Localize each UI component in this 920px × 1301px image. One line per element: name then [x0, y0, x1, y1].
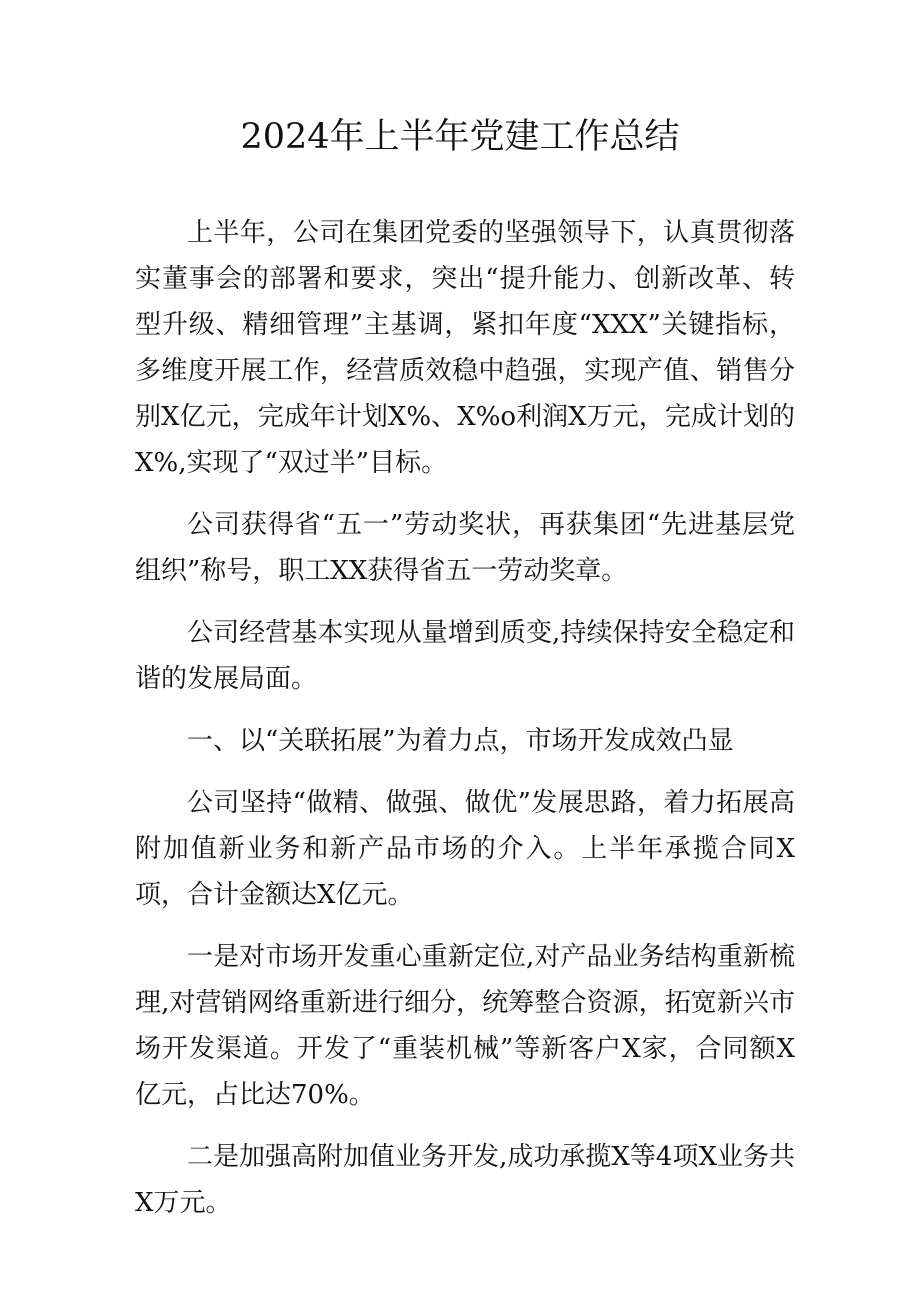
- paragraph-market-point-one: 一是对市场开发重心重新定位,对产品业务结构重新梳理,对营销网络重新进行细分，统筹整合资源，拓宽新兴市场开发渠道。开发了“重装机械”等新客户X家，合同额X亿元，占比达70%。: [135, 942, 795, 1110]
- paragraph-market-strategy: 公司坚持“做精、做强、做优”发展思路，着力拓展高附加值新业务和新产品市场的介入。上半年承揽合同X项，合计金额达X亿元。: [135, 788, 795, 910]
- document-title: 2024年上半年党建工作总结: [240, 117, 680, 157]
- paragraph-market-point-two: 二是加强高附加值业务开发,成功承揽X等4项X业务共X万元。: [135, 1142, 795, 1218]
- document-body: [135, 210, 795, 1242]
- paragraph-awards: 公司获得省“五一”劳动奖状，再获集团“先进基层党组织”称号，职工XX获得省五一劳动奖章。: [135, 510, 795, 586]
- paragraph-overview: 上半年，公司在集团党委的坚强领导下，认真贯彻落实董事会的部署和要求，突出“提升能力、创新改革、转型升级、精细管理”主基调，紧扣年度“XXX”关键指标，多维度开展工作，经营质效稳中趋强，实现产值、销售分别X亿元，完成年计划X%、X%o利润X万元，完成计划的X%,实现了“双过半”目标。: [135, 218, 795, 478]
- paragraph-stability: 公司经营基本实现从量增到质变,持续保持安全稳定和谐的发展局面。: [135, 618, 795, 694]
- section-heading-market: 一、以“关联拓展”为着力点，市场开发成效凸显: [187, 726, 734, 756]
